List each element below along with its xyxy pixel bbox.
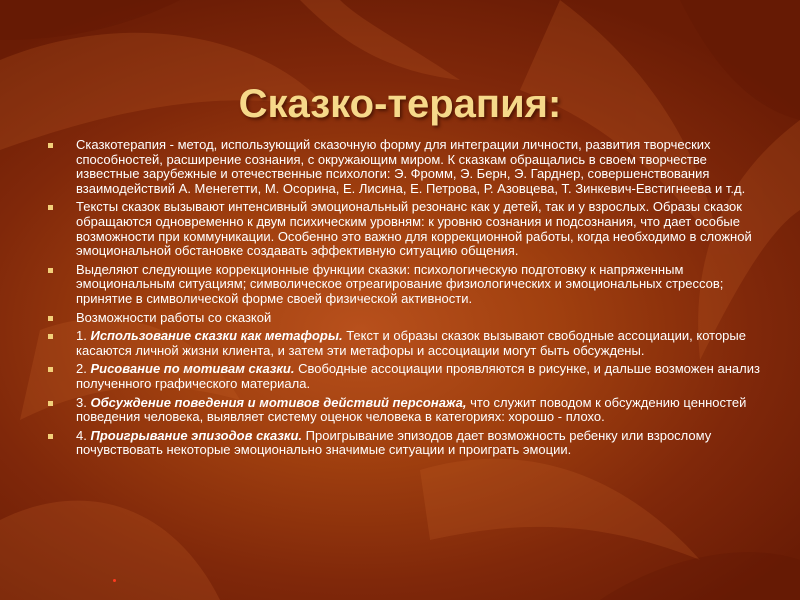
- square-bullet-icon: [48, 316, 53, 321]
- item-emphasis: Рисование по мотивам сказки.: [90, 361, 295, 377]
- square-bullet-icon: [48, 334, 53, 339]
- item-text: Возможности работы со сказкой: [76, 309, 272, 325]
- square-bullet-icon: [48, 143, 53, 148]
- item-text: Проигрывание эпизодов дает возможность ребенку или взрослому почувствовать некоторые эмоционально значимые ситуации и проиграть эмоции.: [76, 427, 712, 458]
- item-text: Тексты сказок вызывают интенсивный эмоциональный резонанс как у детей, так и у взрослых. Образы сказок обращаются одновременно к двум психическим уровням: к уровню сознания и подсознания, что дает особые возможности при коммуникации. Особенно это важно для коррекционной работы, когда необходимо в сложной эмоциональной обстановке создавать эффективную ситуацию общения.: [76, 199, 752, 259]
- list-item: [48, 396, 768, 425]
- item-text: Сказкотерапия - метод, использующий сказочную форму для интеграции личности, развития творческих способностей, расширение сознания, с окружающим миром. К сказкам обращались в своем творчестве известные зарубежные и отечественные психологи: Э. Фромм, Э. Берн, Э. Гарднер, совершенствования взаимодействий А. Менегетти, М. Осорина, Е. Лисина, Е. Петрова, Р. Азовцева, Т. Зинкевич-Евстигнеева и т.д.: [76, 137, 746, 196]
- item-text: что служит поводом к обсуждению ценностей поведения человека, выявляет систему оценок человека в категориях: хорошо - плохо.: [76, 394, 747, 425]
- item-text: Выделяют следующие коррекционные функции сказки: психологическую подготовку к напряженным эмоциональным ситуациям; символическое отреагирование физиологических и эмоциональных стрессов; принятие в символической форме своей физической активности.: [76, 261, 724, 306]
- list-item: [48, 263, 768, 307]
- item-prefix: 4.: [76, 427, 91, 443]
- list-item: [48, 362, 768, 391]
- square-bullet-icon: [48, 268, 53, 273]
- list-item: [48, 138, 768, 196]
- list-item: [48, 200, 768, 258]
- list-item: [48, 311, 768, 326]
- list-item: [48, 329, 768, 358]
- slide-title: Сказко-терапия:: [238, 82, 562, 126]
- item-emphasis: Проигрывание эпизодов сказки.: [90, 427, 303, 443]
- item-prefix: 1.: [76, 328, 91, 344]
- item-emphasis: Использование сказки как метафоры.: [90, 328, 343, 344]
- item-prefix: 3.: [76, 394, 91, 410]
- list-item: [48, 429, 768, 458]
- item-text: Текст и образы сказок вызывают свободные ассоциации, которые касаются личной жизни клиента, и затем эти метафоры и ассоциации могут быть обсуждены.: [76, 328, 746, 358]
- item-text: Свободные ассоциации проявляются в рисунке, и дальше возможен анализ полученного графического материала.: [76, 361, 760, 391]
- square-bullet-icon: [48, 367, 53, 372]
- bullet-list: [48, 138, 768, 462]
- item-emphasis: Обсуждение поведения и мотивов действий персонажа,: [90, 394, 467, 410]
- square-bullet-icon: [48, 434, 53, 439]
- item-prefix: 2.: [76, 361, 91, 377]
- square-bullet-icon: [48, 205, 53, 210]
- square-bullet-icon: [48, 401, 53, 406]
- decorative-dot: [113, 579, 116, 582]
